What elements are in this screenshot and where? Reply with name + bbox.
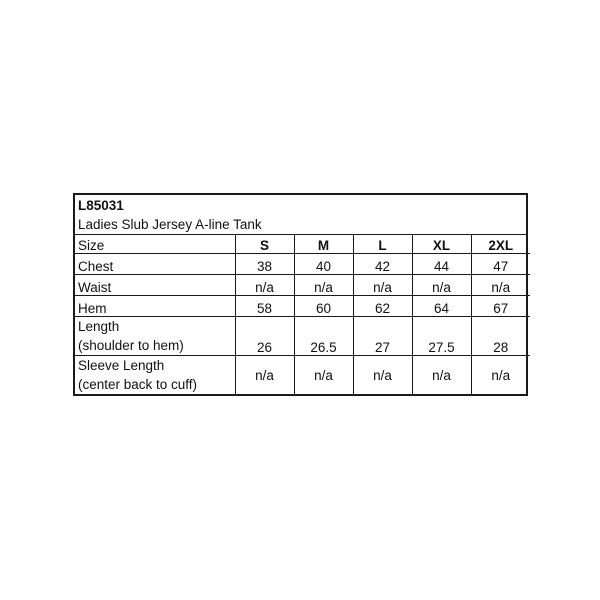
size-header-row	[75, 235, 530, 254]
size-column-header: M	[294, 235, 353, 254]
size-column-header: L	[353, 235, 412, 254]
measurement-cell: n/a	[235, 275, 294, 296]
size-column-header: S	[235, 235, 294, 254]
row-label-main: Length	[78, 319, 120, 334]
row-label	[75, 356, 235, 395]
size-chart	[73, 193, 528, 396]
measurement-cell: 67	[471, 296, 530, 317]
measurement-cell: 27.5	[412, 317, 471, 356]
measurement-cell: 58	[235, 296, 294, 317]
size-column-header: 2XL	[471, 235, 530, 254]
size-header-label: Size	[75, 235, 235, 254]
measurement-cell: n/a	[471, 275, 530, 296]
measurement-cell: n/a	[294, 275, 353, 296]
measurement-cell: 62	[353, 296, 412, 317]
measurement-cell: 42	[353, 254, 412, 275]
measurement-cell: 26	[235, 317, 294, 356]
measurement-cell: 64	[412, 296, 471, 317]
length-row	[75, 317, 530, 356]
measurement-cell: 47	[471, 254, 530, 275]
size-chart-title	[75, 195, 526, 235]
measurement-cell: n/a	[471, 356, 530, 395]
measurement-cell: n/a	[353, 275, 412, 296]
measurement-cell: n/a	[353, 356, 412, 395]
row-label-note: (center back to cuff)	[78, 377, 198, 392]
measurement-cell: 60	[294, 296, 353, 317]
measurement-table	[75, 235, 530, 394]
hem-row	[75, 296, 530, 317]
measurement-cell: 28	[471, 317, 530, 356]
row-label	[75, 317, 235, 356]
measurement-cell: n/a	[294, 356, 353, 395]
waist-row	[75, 275, 530, 296]
style-code: L85031	[78, 198, 124, 213]
product-name: Ladies Slub Jersey A-line Tank	[78, 217, 262, 232]
measurement-cell: n/a	[412, 275, 471, 296]
chest-row	[75, 254, 530, 275]
measurement-cell: 44	[412, 254, 471, 275]
row-label-note: (shoulder to hem)	[78, 338, 184, 353]
measurement-cell: 38	[235, 254, 294, 275]
measurement-cell: 40	[294, 254, 353, 275]
size-column-header: XL	[412, 235, 471, 254]
measurement-cell: 27	[353, 317, 412, 356]
row-label-main: Sleeve Length	[78, 358, 165, 373]
row-label: Waist	[75, 275, 235, 296]
row-label: Chest	[75, 254, 235, 275]
measurement-cell: n/a	[235, 356, 294, 395]
row-label: Hem	[75, 296, 235, 317]
sleeve-length-row	[75, 356, 530, 395]
measurement-cell: 26.5	[294, 317, 353, 356]
measurement-cell: n/a	[412, 356, 471, 395]
